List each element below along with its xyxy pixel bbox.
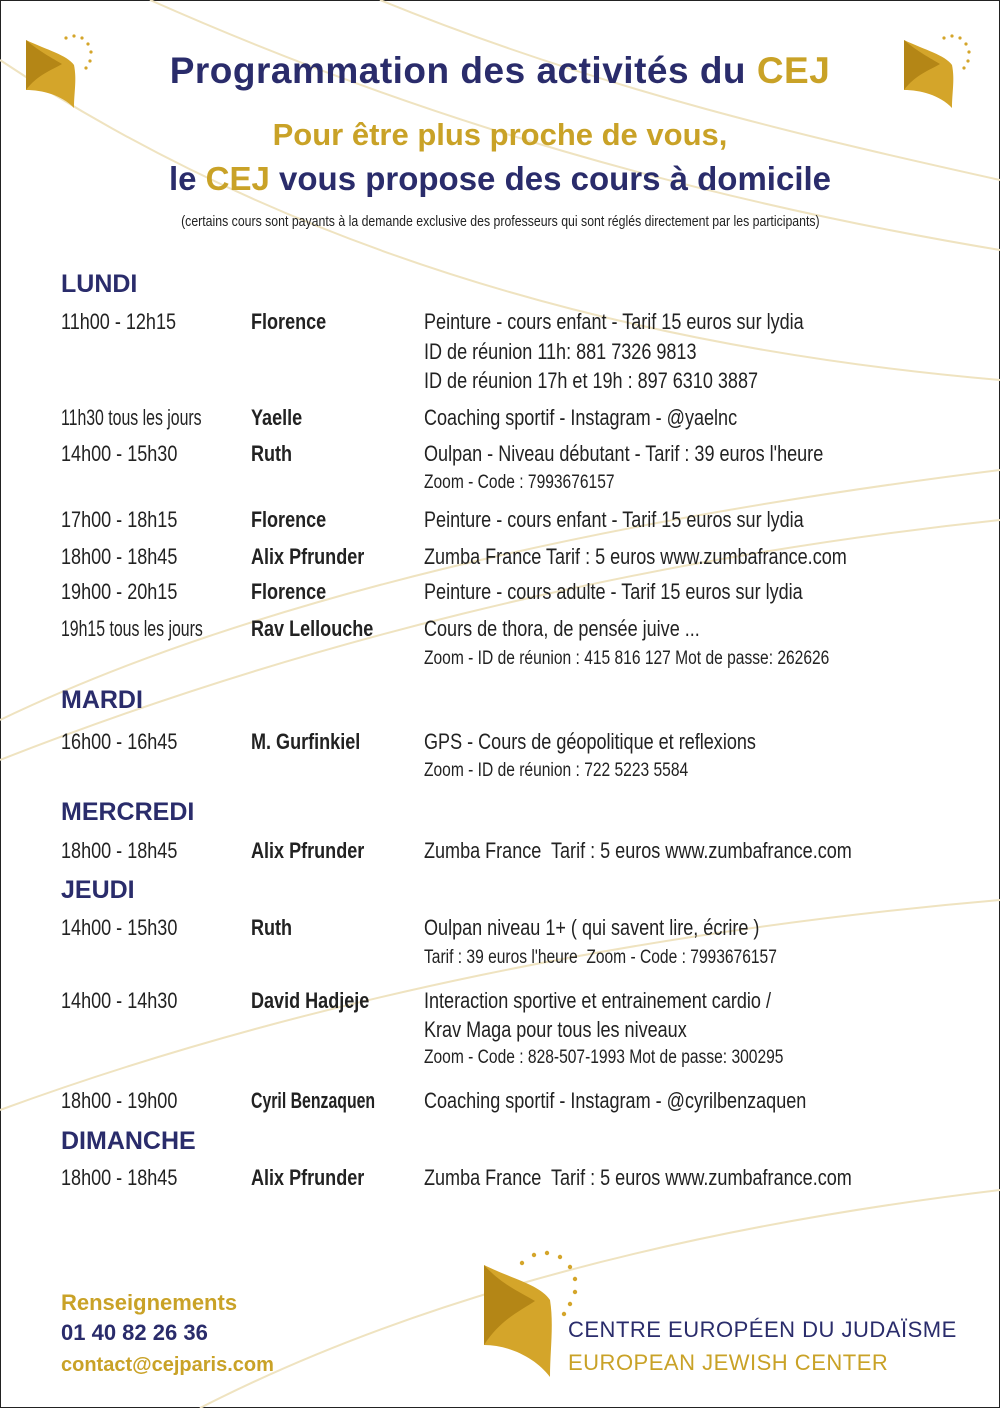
day-heading-mardi: MARDI: [61, 686, 143, 714]
activity-description: Cours de thora, de pensée juive ...: [424, 616, 700, 641]
instructor-name: Cyril Benzaquen: [251, 1088, 376, 1113]
activity-description: Zumba France Tarif : 5 euros www.zumbafrance.com: [424, 544, 847, 569]
instructor-name: Florence: [251, 507, 327, 532]
instructor-name: Alix Pfrunder: [251, 838, 365, 863]
time-slot: 18h00 - 19h00: [61, 1088, 178, 1113]
instructor-name: David Hadjeje: [251, 988, 370, 1013]
day-heading-dimanche: DIMANCHE: [61, 1127, 196, 1155]
instructor-name: Yaelle: [251, 405, 303, 430]
instructor-name: Alix Pfrunder: [251, 544, 365, 569]
activity-detail: Zoom - Code : 7993676157: [424, 472, 615, 493]
day-heading-mercredi: MERCREDI: [61, 798, 195, 826]
org-name-fr: CENTRE EUROPÉEN DU JUDAÏSME: [568, 1317, 957, 1342]
time-slot: 11h30 tous les jours: [61, 405, 202, 430]
activity-detail: Zoom - Code : 828-507-1993 Mot de passe: 300295: [424, 1047, 784, 1068]
instructor-name: Florence: [251, 579, 327, 604]
contact-phone[interactable]: 01 40 82 26 36: [61, 1320, 208, 1345]
day-heading-lundi: LUNDI: [61, 270, 138, 298]
time-slot: 14h00 - 15h30: [61, 441, 178, 466]
day-heading-jeudi: JEUDI: [61, 876, 135, 904]
page-title: Programmation des activités du CEJ: [169, 50, 831, 91]
activity-description: Peinture - cours adulte - Tarif 15 euros sur lydia: [424, 579, 803, 604]
activity-detail: ID de réunion 17h et 19h : 897 6310 3887: [424, 368, 759, 393]
activity-description: Oulpan - Niveau débutant - Tarif : 39 euros l'heure: [424, 441, 824, 466]
subtitle-line-2: le CEJ vous propose des cours à domicile: [168, 160, 832, 197]
activity-detail: Tarif : 39 euros l'heure Zoom - Code : 7993676157: [424, 947, 777, 968]
subtitle-line-1: Pour être plus proche de vous,: [272, 117, 728, 152]
activity-detail: Zoom - ID de réunion : 722 5223 5584: [424, 760, 689, 781]
org-name-en: EUROPEAN JEWISH CENTER: [568, 1350, 889, 1375]
activity-detail: Zoom - ID de réunion : 415 816 127 Mot de passe: 262626: [424, 648, 830, 669]
time-slot: 19h15 tous les jours: [61, 616, 203, 641]
contact-email[interactable]: contact@cejparis.com: [61, 1354, 274, 1376]
time-slot: 19h00 - 20h15: [61, 579, 178, 604]
activity-description: Coaching sportif - Instagram - @yaelnc: [424, 405, 738, 430]
activity-description: Zumba France Tarif : 5 euros www.zumbafrance.com: [424, 1165, 852, 1190]
time-slot: 17h00 - 18h15: [61, 507, 178, 532]
activity-description: Peinture - cours enfant - Tarif 15 euros sur lydia: [424, 507, 804, 532]
instructor-name: Alix Pfrunder: [251, 1165, 365, 1190]
activity-description: Interaction sportive et entrainement cardio /: [424, 988, 771, 1013]
activity-description: Zumba France Tarif : 5 euros www.zumbafrance.com: [424, 838, 852, 863]
time-slot: 18h00 - 18h45: [61, 838, 178, 863]
pricing-note: (certains cours sont payants à la demande exclusive des professeurs qui sont réglés directement par les participants): [180, 213, 820, 230]
instructor-name: Florence: [251, 309, 327, 334]
instructor-name: Ruth: [251, 441, 293, 466]
instructor-name: M. Gurfinkiel: [251, 729, 361, 754]
time-slot: 14h00 - 14h30: [61, 988, 178, 1013]
time-slot: 11h00 - 12h15: [61, 309, 177, 334]
time-slot: 14h00 - 15h30: [61, 915, 178, 940]
activity-description: Coaching sportif - Instagram - @cyrilbenzaquen: [424, 1088, 807, 1113]
time-slot: 18h00 - 18h45: [61, 544, 178, 569]
activity-detail: Krav Maga pour tous les niveaux: [424, 1017, 687, 1042]
instructor-name: Rav Lellouche: [251, 616, 374, 641]
activity-description: Oulpan niveau 1+ ( qui savent lire, écrire ): [424, 915, 760, 940]
time-slot: 16h00 - 16h45: [61, 729, 178, 754]
activity-description: Peinture - cours enfant - Tarif 15 euros sur lydia: [424, 309, 804, 334]
activity-description: GPS - Cours de géopolitique et reflexions: [424, 729, 756, 754]
activity-detail: ID de réunion 11h: 881 7326 9813: [424, 339, 697, 364]
time-slot: 18h00 - 18h45: [61, 1165, 178, 1190]
title-brand: CEJ: [756, 50, 831, 91]
contact-heading: Renseignements: [61, 1290, 238, 1315]
instructor-name: Ruth: [251, 915, 293, 940]
